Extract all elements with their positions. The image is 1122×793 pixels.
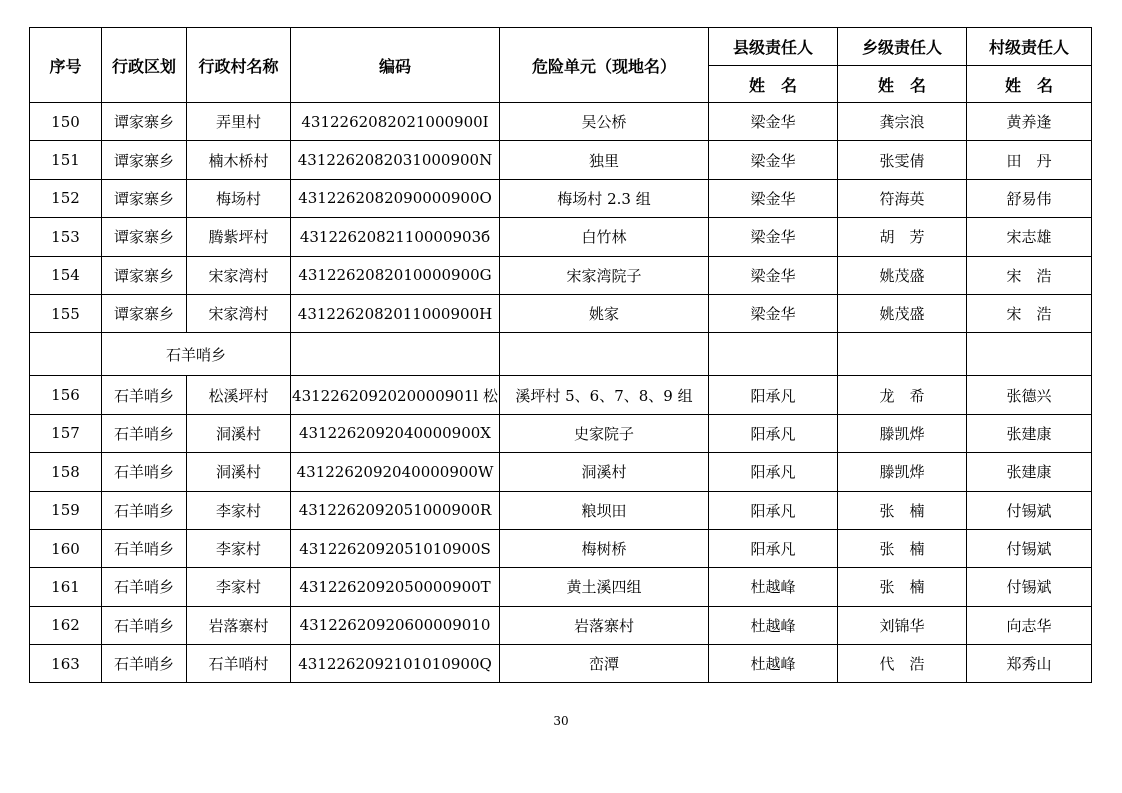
- county-person-cell: 梁金华: [709, 141, 838, 179]
- code-cell: 4312262092040000900X: [291, 414, 500, 452]
- township-person-cell: 龚宗浪: [838, 103, 967, 141]
- code-cell: 4312262092050000900T: [291, 568, 500, 606]
- district-cell: 石羊哨乡: [102, 453, 187, 491]
- seq-cell: 151: [30, 141, 102, 179]
- unit-cell: 溪坪村 5、6、7、8、9 组: [500, 376, 709, 414]
- table-row: [30, 645, 1092, 683]
- village-person-cell: 向志华: [967, 606, 1092, 644]
- header-name-county: 姓 名: [709, 66, 838, 103]
- county-person-cell: 梁金华: [709, 218, 838, 256]
- village-person-cell: 付锡斌: [967, 568, 1092, 606]
- village-name-cell: 李家村: [187, 529, 291, 567]
- district-cell: 谭家寨乡: [102, 218, 187, 256]
- code-cell: 4312262082021000900I: [291, 103, 500, 141]
- seq-cell: 156: [30, 376, 102, 414]
- county-person-cell: 杜越峰: [709, 645, 838, 683]
- header-unit: 危险单元（现地名）: [500, 28, 709, 103]
- table-row: [30, 453, 1092, 491]
- code-cell: 4312262082090000900O: [291, 179, 500, 217]
- district-cell: 石羊哨乡: [102, 568, 187, 606]
- code-cell: 4312262082110000903б: [291, 218, 500, 256]
- unit-cell: 吴公桥: [500, 103, 709, 141]
- table-row: [30, 491, 1092, 529]
- county-person-cell: 杜越峰: [709, 568, 838, 606]
- table-row: [30, 141, 1092, 179]
- village-person-cell: 付锡斌: [967, 529, 1092, 567]
- village-person-cell: 舒易伟: [967, 179, 1092, 217]
- table-row: [30, 529, 1092, 567]
- village-person-cell: 付锡斌: [967, 491, 1092, 529]
- unit-cell: 白竹林: [500, 218, 709, 256]
- section-empty-cell: [967, 333, 1092, 376]
- county-person-cell: 梁金华: [709, 103, 838, 141]
- code-cell: 4312262092051000900R: [291, 491, 500, 529]
- village-person-cell: 张德兴: [967, 376, 1092, 414]
- unit-cell: 独里: [500, 141, 709, 179]
- header-county: 县级责任人: [709, 28, 838, 66]
- unit-cell: 粮坝田: [500, 491, 709, 529]
- county-person-cell: 阳承凡: [709, 453, 838, 491]
- village-name-cell: 楠木桥村: [187, 141, 291, 179]
- section-empty-cell: [30, 333, 102, 376]
- seq-cell: 150: [30, 103, 102, 141]
- table-row: [30, 376, 1092, 414]
- village-person-cell: 宋志雄: [967, 218, 1092, 256]
- village-name-cell: 石羊哨村: [187, 645, 291, 683]
- village-person-cell: 张建康: [967, 453, 1092, 491]
- table-row: [30, 414, 1092, 452]
- section-empty-cell: [291, 333, 500, 376]
- header-district: 行政区划: [102, 28, 187, 103]
- village-name-cell: 洞溪村: [187, 414, 291, 452]
- table-body-bottom: [30, 376, 1092, 683]
- code-cell: 4312262092040000900W: [291, 453, 500, 491]
- section-title: 石羊哨乡: [102, 333, 291, 376]
- seq-cell: 157: [30, 414, 102, 452]
- village-name-cell: 梅场村: [187, 179, 291, 217]
- village-name-cell: 松溪坪村: [187, 376, 291, 414]
- township-person-cell: 龙 希: [838, 376, 967, 414]
- seq-cell: 159: [30, 491, 102, 529]
- district-cell: 谭家寨乡: [102, 256, 187, 294]
- township-person-cell: 姚茂盛: [838, 256, 967, 294]
- county-person-cell: 阳承凡: [709, 376, 838, 414]
- village-person-cell: 宋 浩: [967, 256, 1092, 294]
- table-row: [30, 218, 1092, 256]
- village-name-cell: 洞溪村: [187, 453, 291, 491]
- table-row: [30, 568, 1092, 606]
- responsibility-table: [29, 27, 1092, 683]
- seq-cell: 152: [30, 179, 102, 217]
- header-name-village: 姓 名: [967, 66, 1092, 103]
- seq-cell: 161: [30, 568, 102, 606]
- county-person-cell: 梁金华: [709, 294, 838, 332]
- seq-cell: 155: [30, 294, 102, 332]
- county-person-cell: 梁金华: [709, 179, 838, 217]
- unit-cell: 梅场村 2.3 组: [500, 179, 709, 217]
- township-person-cell: 张 楠: [838, 568, 967, 606]
- township-person-cell: 符海英: [838, 179, 967, 217]
- unit-cell: 梅树桥: [500, 529, 709, 567]
- section-empty-cell: [838, 333, 967, 376]
- header-code: 编码: [291, 28, 500, 103]
- village-person-cell: 黄养逢: [967, 103, 1092, 141]
- district-cell: 石羊哨乡: [102, 414, 187, 452]
- table-row: [30, 606, 1092, 644]
- seq-cell: 160: [30, 529, 102, 567]
- county-person-cell: 梁金华: [709, 256, 838, 294]
- table-row: [30, 179, 1092, 217]
- township-person-cell: 张雯倩: [838, 141, 967, 179]
- township-person-cell: 张 楠: [838, 529, 967, 567]
- village-name-cell: 李家村: [187, 491, 291, 529]
- township-person-cell: 滕凯烨: [838, 414, 967, 452]
- code-cell: 4312262092051010900S: [291, 529, 500, 567]
- code-cell: 4312262092101010900Q: [291, 645, 500, 683]
- section-empty-cell: [500, 333, 709, 376]
- district-cell: 石羊哨乡: [102, 606, 187, 644]
- village-name-cell: 腾紫坪村: [187, 218, 291, 256]
- village-name-cell: 李家村: [187, 568, 291, 606]
- header-village-name: 行政村名称: [187, 28, 291, 103]
- unit-cell: 洞溪村: [500, 453, 709, 491]
- seq-cell: 158: [30, 453, 102, 491]
- village-name-cell: 岩落寨村: [187, 606, 291, 644]
- code-cell: 4312262082031000900N: [291, 141, 500, 179]
- district-cell: 石羊哨乡: [102, 645, 187, 683]
- village-person-cell: 张建康: [967, 414, 1092, 452]
- unit-cell: 峦潭: [500, 645, 709, 683]
- district-cell: 谭家寨乡: [102, 103, 187, 141]
- header-seq: 序号: [30, 28, 102, 103]
- section-row: [30, 333, 1092, 376]
- code-cell: 4312262092020000901l 松: [291, 376, 500, 414]
- unit-cell: 史家院子: [500, 414, 709, 452]
- table-row: [30, 103, 1092, 141]
- county-person-cell: 杜越峰: [709, 606, 838, 644]
- section-empty-cell: [709, 333, 838, 376]
- district-cell: 谭家寨乡: [102, 294, 187, 332]
- header-village: 村级责任人: [967, 28, 1092, 66]
- unit-cell: 黄土溪四组: [500, 568, 709, 606]
- township-person-cell: 滕凯烨: [838, 453, 967, 491]
- township-person-cell: 刘锦华: [838, 606, 967, 644]
- village-name-cell: 宋家湾村: [187, 256, 291, 294]
- county-person-cell: 阳承凡: [709, 529, 838, 567]
- section-row-group: [30, 333, 1092, 376]
- village-person-cell: 田 丹: [967, 141, 1092, 179]
- seq-cell: 163: [30, 645, 102, 683]
- table-row: [30, 294, 1092, 332]
- unit-cell: 岩落寨村: [500, 606, 709, 644]
- county-person-cell: 阳承凡: [709, 491, 838, 529]
- township-person-cell: 胡 芳: [838, 218, 967, 256]
- township-person-cell: 姚茂盛: [838, 294, 967, 332]
- township-person-cell: 张 楠: [838, 491, 967, 529]
- village-name-cell: 弄里村: [187, 103, 291, 141]
- village-person-cell: 宋 浩: [967, 294, 1092, 332]
- unit-cell: 姚家: [500, 294, 709, 332]
- district-cell: 谭家寨乡: [102, 141, 187, 179]
- table-body-top: [30, 103, 1092, 333]
- seq-cell: 162: [30, 606, 102, 644]
- district-cell: 石羊哨乡: [102, 491, 187, 529]
- district-cell: 石羊哨乡: [102, 529, 187, 567]
- district-cell: 石羊哨乡: [102, 376, 187, 414]
- code-cell: 4312262082011000900H: [291, 294, 500, 332]
- code-cell: 4312262082010000900G: [291, 256, 500, 294]
- village-person-cell: 郑秀山: [967, 645, 1092, 683]
- township-person-cell: 代 浩: [838, 645, 967, 683]
- seq-cell: 154: [30, 256, 102, 294]
- table-row: [30, 256, 1092, 294]
- village-name-cell: 宋家湾村: [187, 294, 291, 332]
- county-person-cell: 阳承凡: [709, 414, 838, 452]
- unit-cell: 宋家湾院子: [500, 256, 709, 294]
- district-cell: 谭家寨乡: [102, 179, 187, 217]
- header-township: 乡级责任人: [838, 28, 967, 66]
- seq-cell: 153: [30, 218, 102, 256]
- page-number: 30: [553, 714, 569, 728]
- code-cell: 43122620920600009010: [291, 606, 500, 644]
- header-name-township: 姓 名: [838, 66, 967, 103]
